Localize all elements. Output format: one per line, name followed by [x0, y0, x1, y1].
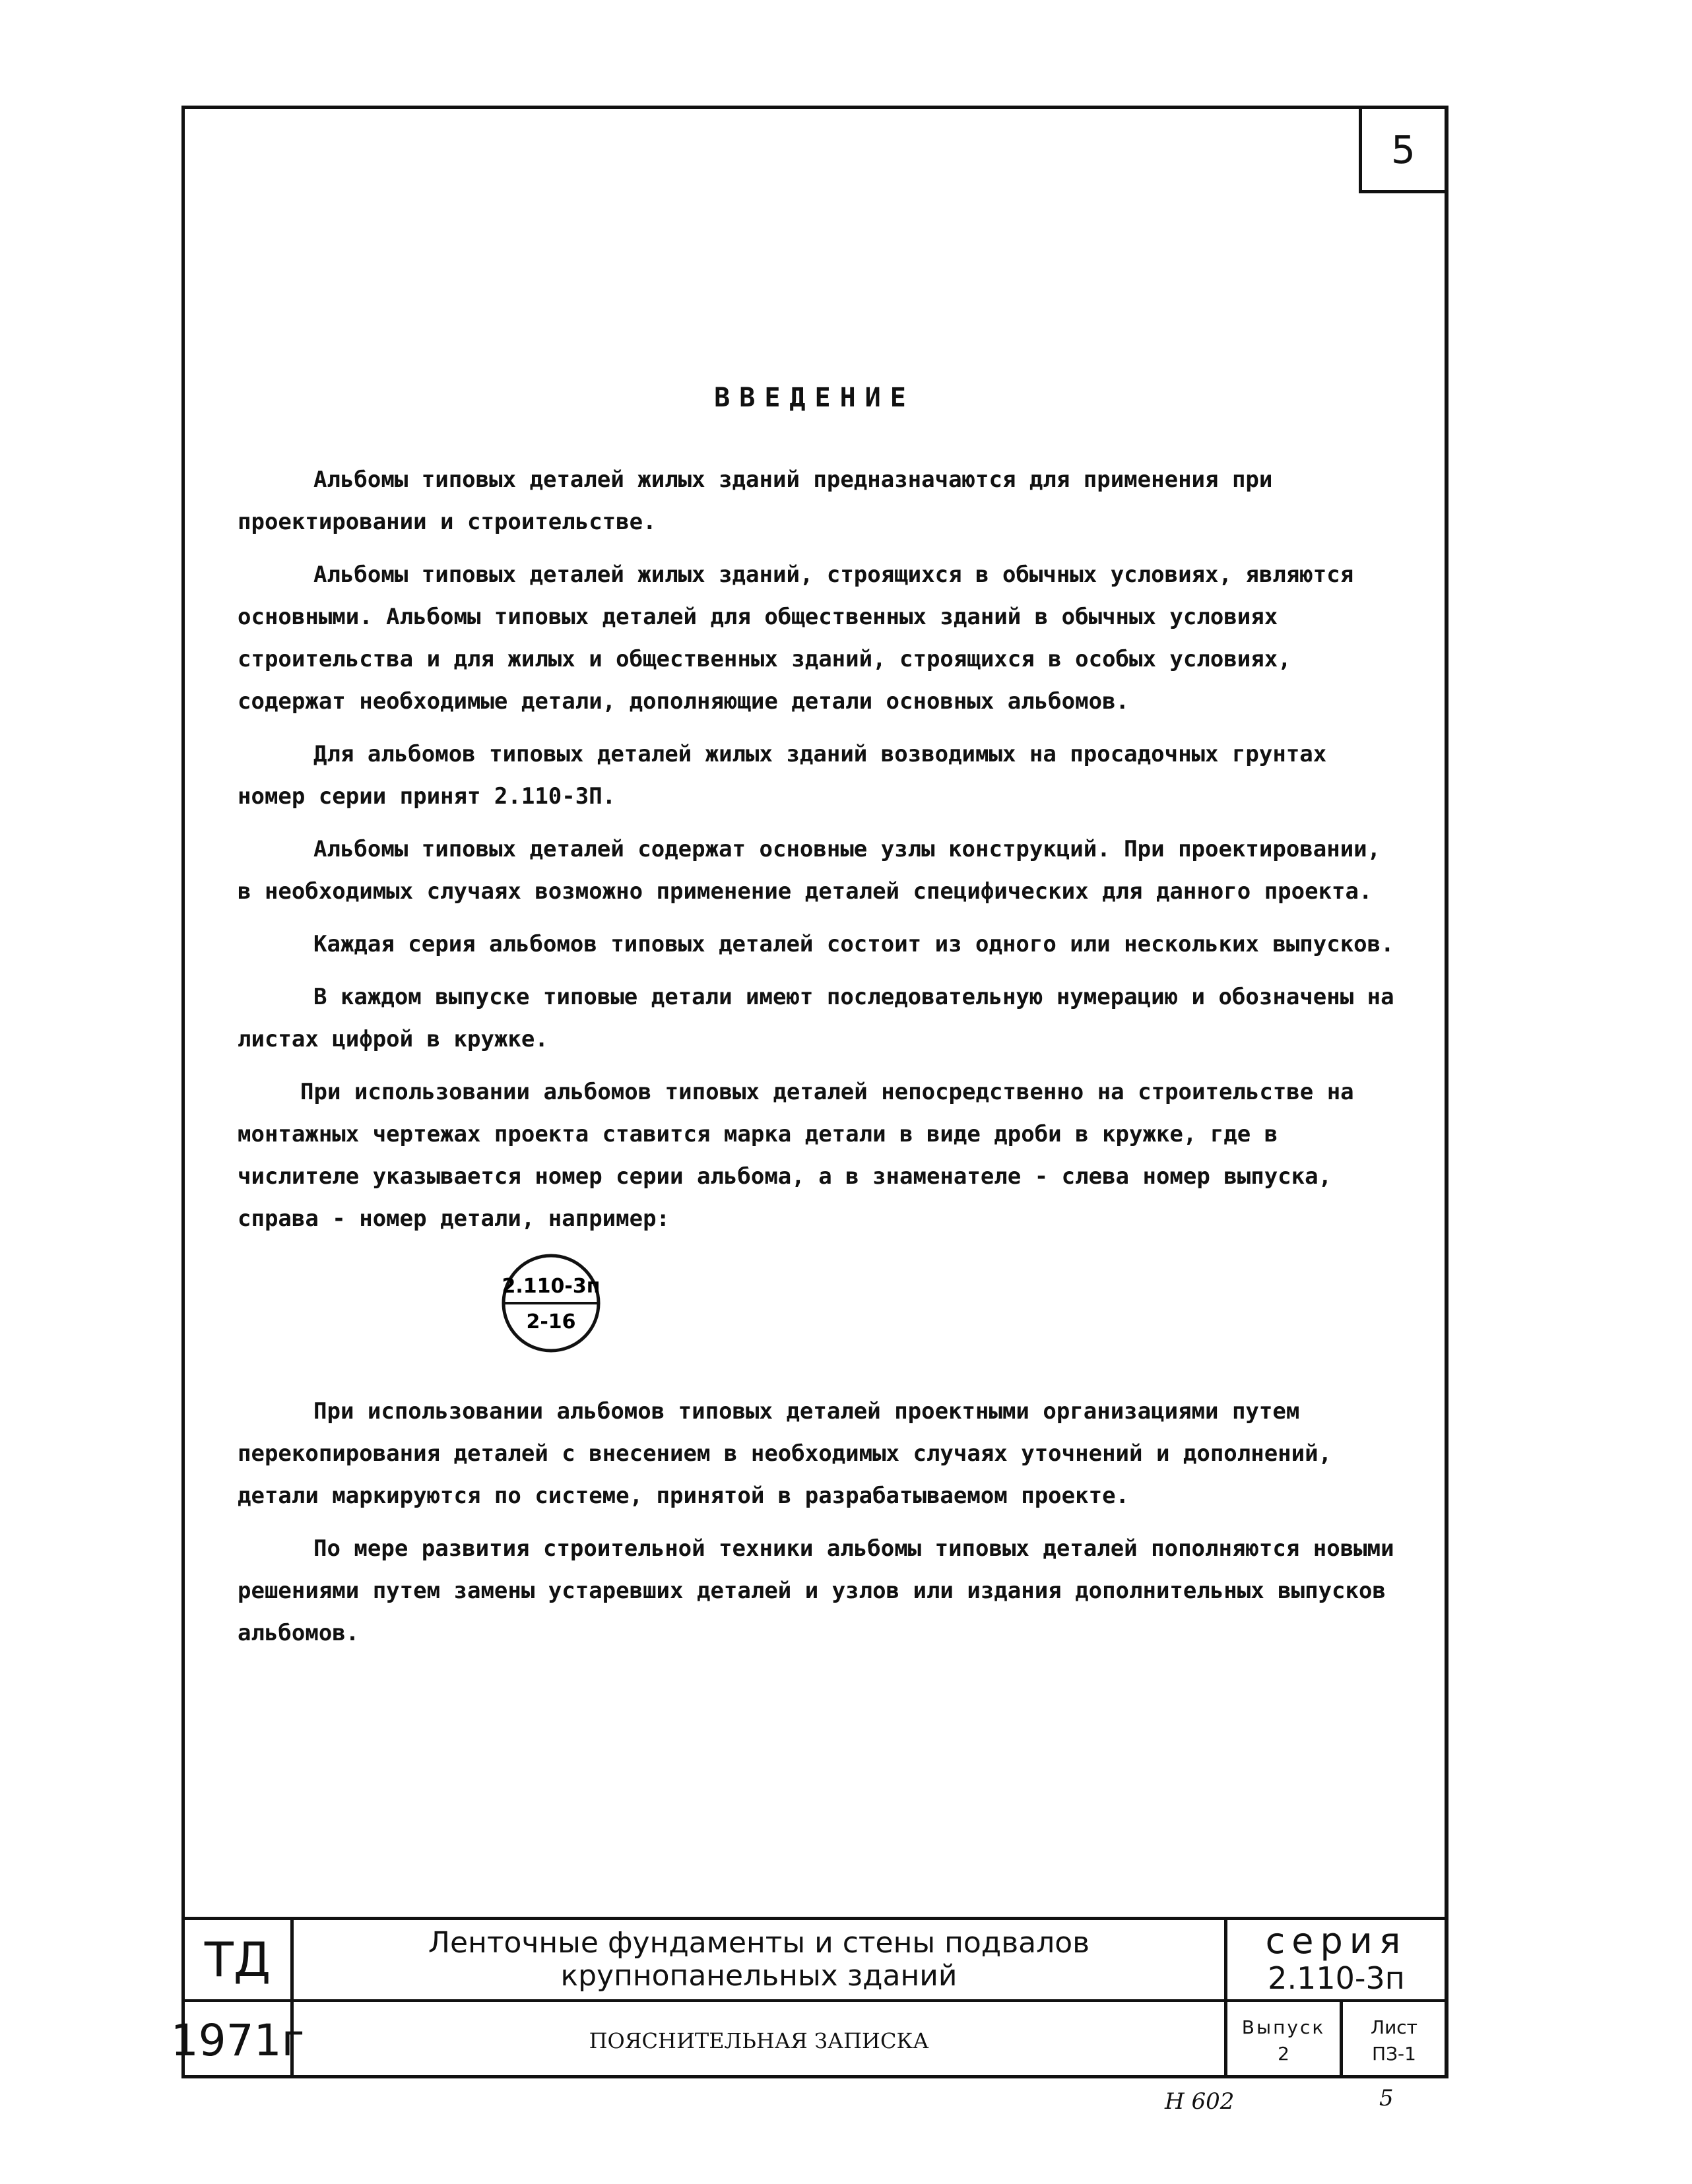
- org-code: ТД: [204, 1932, 271, 1987]
- paragraph-1: Альбомы типовых деталей жилых зданий предназначаются для применения при проектировании и строительстве.: [238, 466, 1273, 535]
- section-title: ВВЕДЕНИЕ: [714, 383, 915, 413]
- example-mark-denominator: 2-16: [526, 1310, 576, 1333]
- document-name-line2: крупнопанельных зданий: [560, 1959, 958, 1993]
- issue-cell: [1227, 2003, 1340, 2078]
- paragraph-9: По мере развития строительной техники альбомы типовых деталей пополняются новыми решениями путем замены устаревших деталей и узлов или издания дополнительных выпусков альбомов.: [238, 1535, 1394, 1646]
- series-value: 2.110-3п: [1268, 1960, 1405, 1996]
- sheet-cell: [1343, 2003, 1445, 2078]
- page-number: 5: [1391, 127, 1415, 172]
- document-name: [294, 1920, 1224, 1999]
- page-stamp: 5: [1379, 2085, 1394, 2111]
- paragraph-4: Альбомы типовых деталей содержат основные узлы конструкций. При проектировании, в необходимых случаях возможно применение деталей специфических для данного проекта.: [238, 836, 1381, 905]
- series-cell: [1227, 1920, 1445, 1999]
- paragraph-3: Для альбомов типовых деталей жилых зданий возводимых на просадочных грунтах номер серии принят 2.110-3П.: [238, 741, 1327, 810]
- body-text: [238, 459, 1406, 1665]
- issue-value: 2: [1278, 2042, 1289, 2065]
- sheet-label: Лист: [1371, 2016, 1417, 2038]
- year: 1971г: [170, 2015, 305, 2066]
- paragraph-8: При использовании альбомов типовых деталей проектными организациями путем перекопирования деталей с внесением в необходимых случаях уточнений и дополнений, детали маркируются по системе, принятой в разрабатываемом проекте.: [238, 1398, 1332, 1509]
- example-mark-circle: [498, 1250, 604, 1356]
- document-name-line1: Ленточные фундаменты и стены подвалов: [428, 1926, 1090, 1960]
- paragraph-7: При использовании альбомов типовых деталей непосредственно на строительстве на монтажных чертежах проекта ставится марка детали в виде дроби в кружке, где в числителе указывается номер серии альбома, а в знаменателе - слева номер выпуска, справа - номер детали, например:: [238, 1079, 1354, 1232]
- paragraph-2: Альбомы типовых деталей жилых зданий, строящихся в обычных условиях, являются основными. Альбомы типовых деталей для общественных зданий в обычных условиях строительства и для жилых и общественных зданий, строящихся в особых условиях, содержат необходимые детали, дополняющие детали основных альбомов.: [238, 562, 1354, 715]
- title-block: [170, 1917, 1445, 2078]
- inventory-number: Н 602: [1165, 2088, 1235, 2115]
- sheet-value: ПЗ-1: [1372, 2042, 1416, 2065]
- example-mark-numerator: 2.110-3п: [502, 1275, 601, 1298]
- issue-label: Выпуск: [1241, 2016, 1326, 2038]
- page-number-box: [1359, 109, 1445, 193]
- document-type: ПОЯСНИТЕЛЬНАЯ ЗАПИСКА: [589, 2028, 929, 2053]
- drawing-frame: [170, 106, 1448, 2078]
- paragraph-5: Каждая серия альбомов типовых деталей состоит из одного или нескольких выпусков.: [313, 931, 1394, 957]
- series-label: серия: [1265, 1920, 1408, 1962]
- paragraph-6: В каждом выпуске типовые детали имеют последовательную нумерацию и обозначены на листах цифрой в кружке.: [238, 984, 1394, 1052]
